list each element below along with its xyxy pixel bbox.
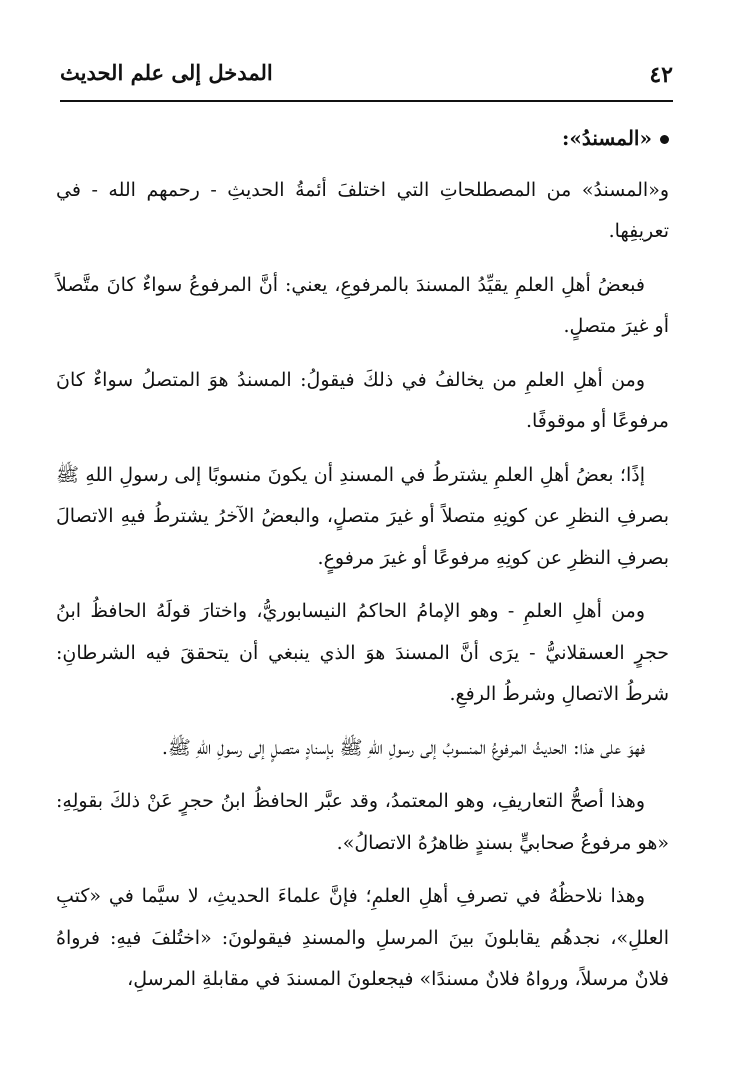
header-rule <box>60 100 673 102</box>
paragraph: وهذا أصحُّ التعاريفِ، وهو المعتمدُ، وقد عبَّر الحافظُ ابنُ حجرٍ عَنْ ذلكَ بقولِهِ: «هو مرفوعُ صحابيٍّ بسندٍ ظاهرُهُ الاتصالُ». <box>56 790 669 854</box>
paragraph: وهذا نلاحظُهُ في تصرفِ أهلِ العلمِ؛ فإنَّ علماءَ الحديثِ، لا سيَّما في «كتبِ العللِ»، نجدهُم يقابلونَ بينَ المرسلِ والمسندِ فيقولونَ: «اختُلفَ فيهِ: فرواهُ فلانٌ مرسلاً، ورواهُ فلانٌ مسندًا» فيجعلونَ المسندَ في مقابلةِ المرسلِ، <box>56 885 669 990</box>
paragraph: ومن أهلِ العلمِ - وهو الإمامُ الحاكمُ النيسابوريُّ، واختارَ قولَهُ الحافظُ ابنُ حجرٍ العسقلانيُّ - يرَى أنَّ المسندَ هوَ الذي ينبغي أن يتحققَ فيه الشرطانِ: شرطُ الاتصالِ وشرطُ الرفعِ. <box>56 600 669 705</box>
section-heading-text: «المسندُ»: <box>562 126 652 150</box>
page-number: ٤٢ <box>649 62 673 88</box>
paragraph: ومن أهلِ العلمِ من يخالفُ في ذلكَ فيقولُ: المسندُ هوَ المتصلُ سواءٌ كانَ مرفوعًا أو موقوفًا. <box>56 368 669 432</box>
section-heading <box>56 118 669 160</box>
paragraph: و«المسندُ» من المصطلحاتِ التي اختلفَ أئمةُ الحديثِ - رحمهم الله - في تعريفِها. <box>56 178 669 242</box>
page-header <box>60 58 673 94</box>
paragraph: إذًا؛ بعضُ أهلِ العلمِ يشترطُ في المسندِ أن يكونَ منسوبًا إلى رسولِ اللهِ ﷺ بصرفِ النظرِ عن كونِهِ متصلاً أو غيرَ متصلٍ، والبعضُ الآخرُ يشترطُ فيهِ الاتصالَ بصرفِ النظرِ عن كونِهِ مرفوعًا أو غيرَ مرفوعٍ. <box>56 463 669 569</box>
running-title: المدخل إلى علم الحديث <box>60 60 273 85</box>
paragraph: فبعضُ أهلِ العلمِ يقيِّدُ المسندَ بالمرفوعِ، يعني: أنَّ المرفوعُ سواءٌ كانَ متَّصلاً أو غيرَ متصلٍ. <box>56 273 669 337</box>
bullet-icon <box>660 135 669 144</box>
paragraph: فهوَ على هذا: الحديثُ المرفوعُ المنسوبُ إلى رسولِ اللهِ ﷺ بإسنادٍ متصلٍ إلى رسولِ اللهِ ﷺ. <box>161 736 645 759</box>
page-body <box>56 118 669 1013</box>
